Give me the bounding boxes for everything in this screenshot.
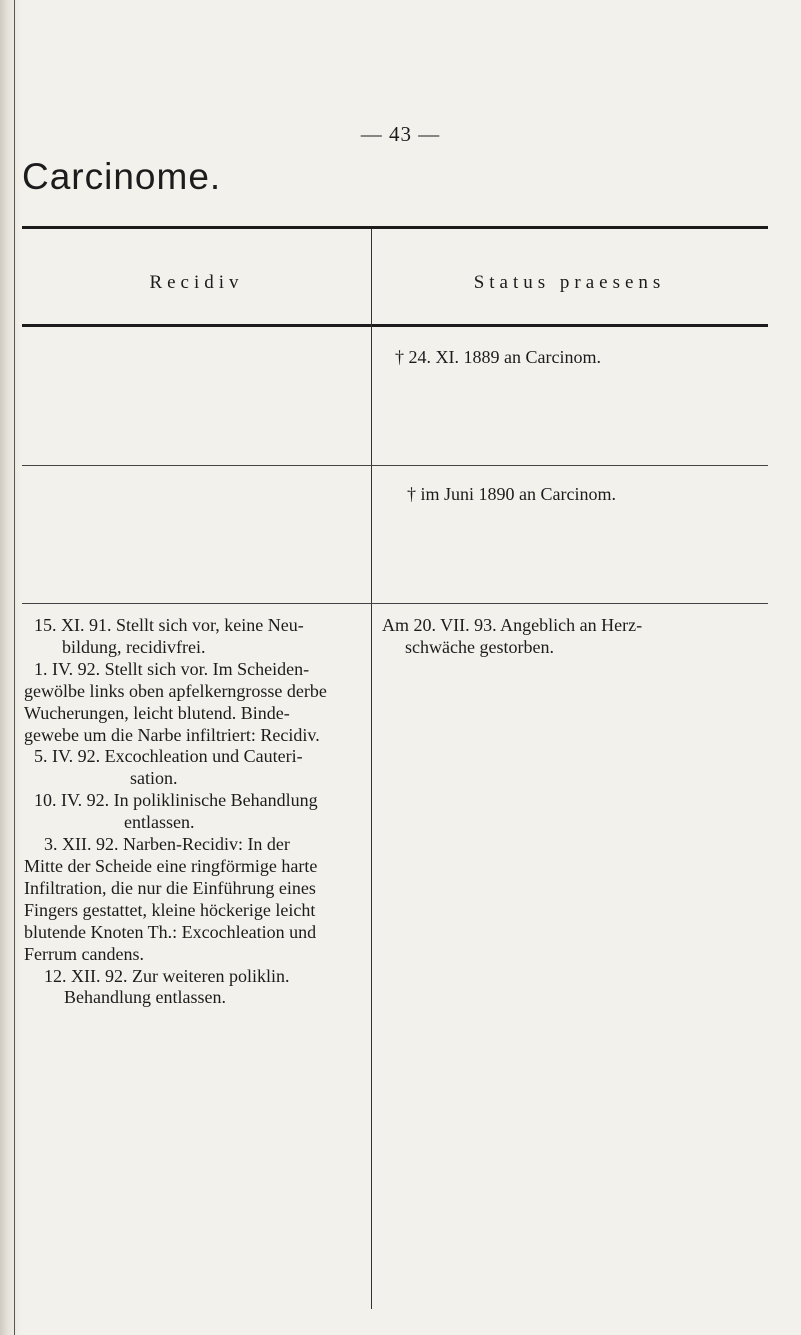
header-status-praesens: Status praesens xyxy=(473,272,666,293)
row-2-rule xyxy=(22,603,768,604)
recidiv-line: sation. xyxy=(130,768,178,789)
recidiv-line: blutende Knoten Th.: Excochleation und xyxy=(24,921,317,942)
recidiv-line: Mitte der Scheide eine ringförmige harte xyxy=(24,855,318,876)
page-binding-edge xyxy=(0,0,22,1335)
table-top-rule xyxy=(22,226,768,229)
row-1-rule xyxy=(22,465,768,466)
recidiv-line: 12. XII. 92. Zur weiteren poliklin. xyxy=(44,965,290,986)
page-number: — 43 — xyxy=(360,122,441,146)
header-recidiv: Recidiv xyxy=(149,272,244,293)
status-row-1: † 24. XI. 1889 an Carcinom. xyxy=(395,347,601,367)
recidiv-line: bildung, recidivfrei. xyxy=(62,636,206,657)
recidiv-line: gewebe um die Narbe infiltriert: Recidiv. xyxy=(24,724,320,745)
recidiv-line: Fingers gestattet, kleine höckerige leicht xyxy=(24,899,316,920)
header-bottom-rule xyxy=(22,324,768,327)
recidiv-line: Infiltration, die nur die Einführung eines xyxy=(24,877,316,898)
binding-line xyxy=(14,0,15,1335)
recidiv-line: 10. IV. 92. In poliklinische Behandlung xyxy=(34,790,318,811)
status-row-2: † im Juni 1890 an Carcinom. xyxy=(407,484,616,504)
recidiv-line: 15. XI. 91. Stellt sich vor, keine Neu- xyxy=(34,615,304,635)
recidiv-line: 1. IV. 92. Stellt sich vor. Im Scheiden- xyxy=(34,658,310,679)
recidiv-line: Behandlung entlassen. xyxy=(64,987,226,1008)
recidiv-line: entlassen. xyxy=(124,812,195,833)
recidiv-line: 3. XII. 92. Narben-Recidiv: In der xyxy=(44,834,290,855)
status-line: Am 20. VII. 93. Angeblich an Herz- xyxy=(382,615,643,635)
recidiv-line: gewölbe links oben apfelkerngrosse derbe xyxy=(24,680,327,701)
recidiv-entry xyxy=(24,615,367,1009)
status-row-3 xyxy=(382,615,767,659)
recidiv-line: Ferrum candens. xyxy=(24,943,144,964)
column-divider xyxy=(371,229,372,1309)
section-title: Carcinome. xyxy=(22,156,222,197)
recidiv-line: 5. IV. 92. Excochleation und Cauteri- xyxy=(34,746,303,767)
status-line: schwäche gestorben. xyxy=(405,636,554,657)
recidiv-line: Wucherungen, leicht blutend. Binde- xyxy=(24,702,290,723)
